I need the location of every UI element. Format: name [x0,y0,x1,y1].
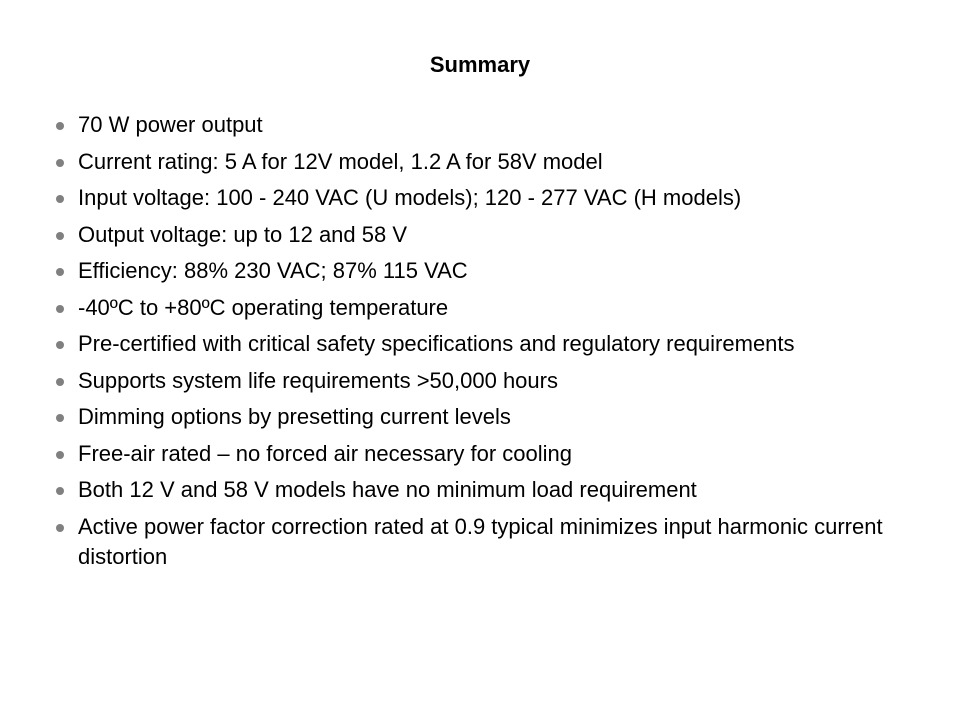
bullet-dot-icon [56,524,64,532]
bullet-item [54,256,914,286]
bullet-item [54,439,914,469]
bullet-dot-icon [56,451,64,459]
bullet-dot-icon [56,378,64,386]
bullet-item [54,293,914,323]
bullet-text: Supports system life requirements >50,000 hours [78,367,558,393]
bullet-item [54,147,914,177]
bullet-item [54,366,914,396]
bullet-text: Both 12 V and 58 V models have no minimum load requirement [78,477,697,502]
bullet-dot-icon [56,195,64,203]
bullet-list [54,110,914,578]
bullet-dot-icon [56,487,64,495]
bullet-item [54,220,914,250]
bullet-dot-icon [56,414,64,422]
bullet-item [54,329,914,359]
bullet-item [54,512,914,572]
bullet-dot-icon [56,232,64,240]
bullet-dot-icon [56,159,64,167]
bullet-item [54,110,914,140]
bullet-dot-icon [56,305,64,313]
bullet-dot-icon [56,122,64,130]
bullet-text: Free-air rated – no forced air necessary for cooling [78,440,573,466]
bullet-dot-icon [56,268,64,276]
bullet-text: Input voltage: 100 - 240 VAC (U models); 120 - 277 VAC (H models) [78,185,742,210]
bullet-item [54,183,914,213]
bullet-text: 70 W power output [78,112,263,137]
slide-title: Summary [429,52,531,77]
bullet-item [54,402,914,432]
bullet-text: Dimming options by presetting current levels [78,404,511,429]
bullet-text: Current rating: 5 A for 12V model, 1.2 A for 58V model [78,148,603,174]
bullet-dot-icon [56,341,64,349]
bullet-text: Active power factor correction rated at 0.9 typical minimizes input harmonic current distortion [78,513,883,569]
bullet-text: Efficiency: 88% 230 VAC; 87% 115 VAC [78,258,468,283]
bullet-text: -40ºC to +80ºC operating temperature [78,294,449,320]
bullet-text: Output voltage: up to 12 and 58 V [78,221,408,247]
bullet-item [54,475,914,505]
bullet-text: Pre-certified with critical safety specifications and regulatory requirements [78,331,795,356]
